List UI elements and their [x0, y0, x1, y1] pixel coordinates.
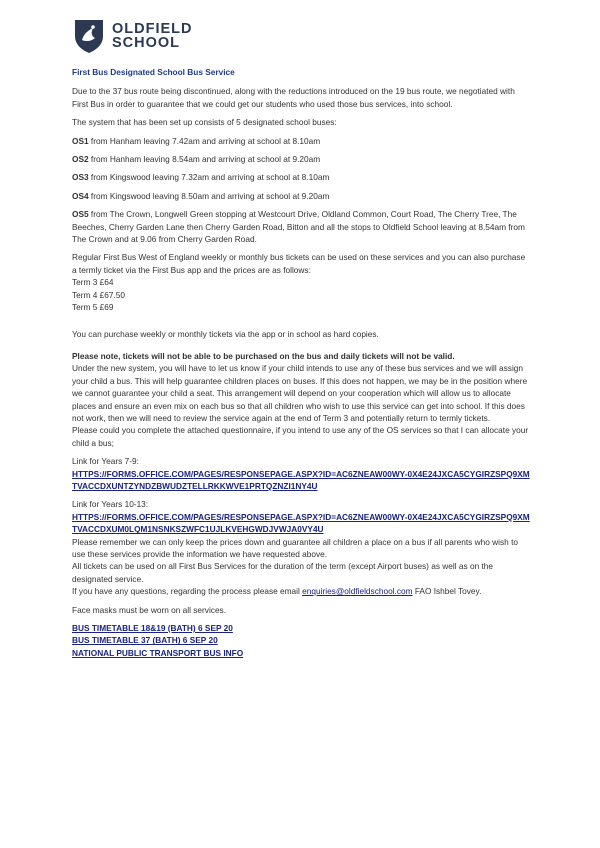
masks-note: Face masks must be worn on all services.	[72, 604, 227, 615]
new-system-paragraph: Under the new system, you will have to let us know if your child intends to use any of these bus services and we will assign your child a bus. This will help guarantee children places on buses. If this does not happen, we may be in the position where we cannot guarantee your child a seat. This arrangement will depend on your cooperation which will allow us to allocate places and ensure an even mix on each bus so that all children who wish to use this service can get into school. If this does not work, then we will need to review the service again at the end of Term 3 and potentially return to termly tickets.	[72, 363, 528, 423]
route-code: OS5	[72, 209, 89, 220]
system-intro: The system that has been set up consists of 5 designated school buses:	[72, 117, 337, 128]
footer-link-2-row	[72, 634, 532, 646]
route-text: from Hanham leaving 8.54am and arriving at school at 9.20am	[88, 154, 321, 165]
route-text: from Kingswood leaving 8.50am and arriving at school at 9.20am	[88, 190, 330, 201]
crest-icon	[73, 18, 105, 54]
questionnaire-request: Please could you complete the attached questionnaire, if you intend to use any of the OS services so that I can allocate your child a bus;	[72, 425, 529, 448]
national-transport-info-link[interactable]: NATIONAL PUBLIC TRANSPORT BUS INFO	[72, 647, 244, 658]
route-os1	[72, 135, 532, 147]
years-7-9-form-link[interactable]: HTTPS://FORMS.OFFICE.COM/PAGES/RESPONSEPAGE.ASPX?ID=AC6ZNEAW00WY-0X4E24JXCA5CYGIRZSPQ9XMTVACCDXUNTZYNDZBWUDZTELLRKKWVE1PRTQZNZI1NY4U	[72, 468, 530, 491]
route-os2	[72, 153, 532, 165]
link1-paragraph	[72, 468, 532, 493]
route-text: from Kingswood leaving 7.32am and arriving at school at 8.10am	[88, 172, 330, 183]
school-logo	[73, 18, 193, 54]
article-title: First Bus Designated School Bus Service	[72, 67, 235, 77]
contact-paragraph	[72, 585, 532, 597]
contact-email-link[interactable]: enquiries@oldfieldschool.com	[302, 586, 413, 597]
school-name	[112, 22, 193, 50]
link2-paragraph	[72, 511, 532, 536]
years-10-13-form-link[interactable]: HTTPS://FORMS.OFFICE.COM/PAGES/RESPONSEPAGE.ASPX?ID=AC6ZNEAW00WY-0X4E24JXCA5CYGIRZSPQ9XMTVACCDXUM0LQM1NSNKSZWFC1UJLKVEHGWDJVWJA0VY4U	[72, 511, 530, 535]
route-code: OS2	[72, 154, 89, 165]
intro-paragraph: Due to the 37 bus route being discontinued, along with the reductions introduced on the 19 bus route, we negotiated with First Bus in order to guarantee that we could get our students who used those bus services, into school.	[72, 86, 515, 109]
bus-timetable-18-19-link[interactable]: BUS TIMETABLE 18&19 (BATH) 6 SEP 20	[72, 623, 233, 634]
article-body	[72, 66, 532, 659]
route-text: from The Crown, Longwell Green stopping at Westcourt Drive, Oldland Common, Court Road, The Cherry Tree, The Beeches, Cherry Garden Lane then Cherry Garden Road, Bitton and all the stops to Oldfield School leaving at 8.54am from The Crown and at 9.06 from Cherry Garden Road.	[72, 209, 525, 245]
route-os4	[72, 190, 532, 202]
all-tickets-note: All tickets can be used on all First Bus Services for the duration of the term (except Airport buses) as well as on the designated service.	[72, 561, 494, 584]
footer-link-1-row	[72, 622, 532, 634]
route-os5	[72, 208, 532, 245]
price-term-5: Term 5 £69	[72, 302, 114, 313]
warning-note: Please note, tickets will not be able to be purchased on the bus and daily tickets will not be valid.	[72, 350, 455, 361]
school-name-line2: SCHOOL	[112, 35, 181, 51]
contact-suffix: FAO Ishbel Tovey.	[412, 586, 482, 597]
route-code: OS3	[72, 172, 89, 183]
link1-label: Link for Years 7-9:	[72, 456, 139, 467]
route-text: from Hanham leaving 7.42am and arriving at school at 8.10am	[88, 135, 321, 146]
price-term-4: Term 4 £67.50	[72, 289, 126, 300]
route-code: OS1	[72, 135, 89, 146]
footer-link-3-row	[72, 647, 532, 659]
route-os3	[72, 171, 532, 183]
price-term-3: Term 3 £64	[72, 277, 114, 288]
route-code: OS4	[72, 190, 89, 201]
purchase-note: You can purchase weekly or monthly tickets via the app or in school as hard copies.	[72, 328, 379, 339]
link2-label: Link for Years 10-13:	[72, 499, 149, 510]
prices-remember: Please remember we can only keep the prices down and guarantee all children a place on a bus if all parents who wish to use these services provide the information we have requested above.	[72, 536, 518, 559]
school-name-line1: OLDFIELD	[112, 21, 193, 37]
contact-prefix: If you have any questions, regarding the process please email	[72, 586, 303, 597]
tickets-intro: Regular First Bus West of England weekly or monthly bus tickets can be used on these services and you can also purchase a termly ticket via the First Bus app and the prices are as follows:	[72, 252, 526, 275]
bus-timetable-37-link[interactable]: BUS TIMETABLE 37 (BATH) 6 SEP 20	[72, 635, 218, 646]
